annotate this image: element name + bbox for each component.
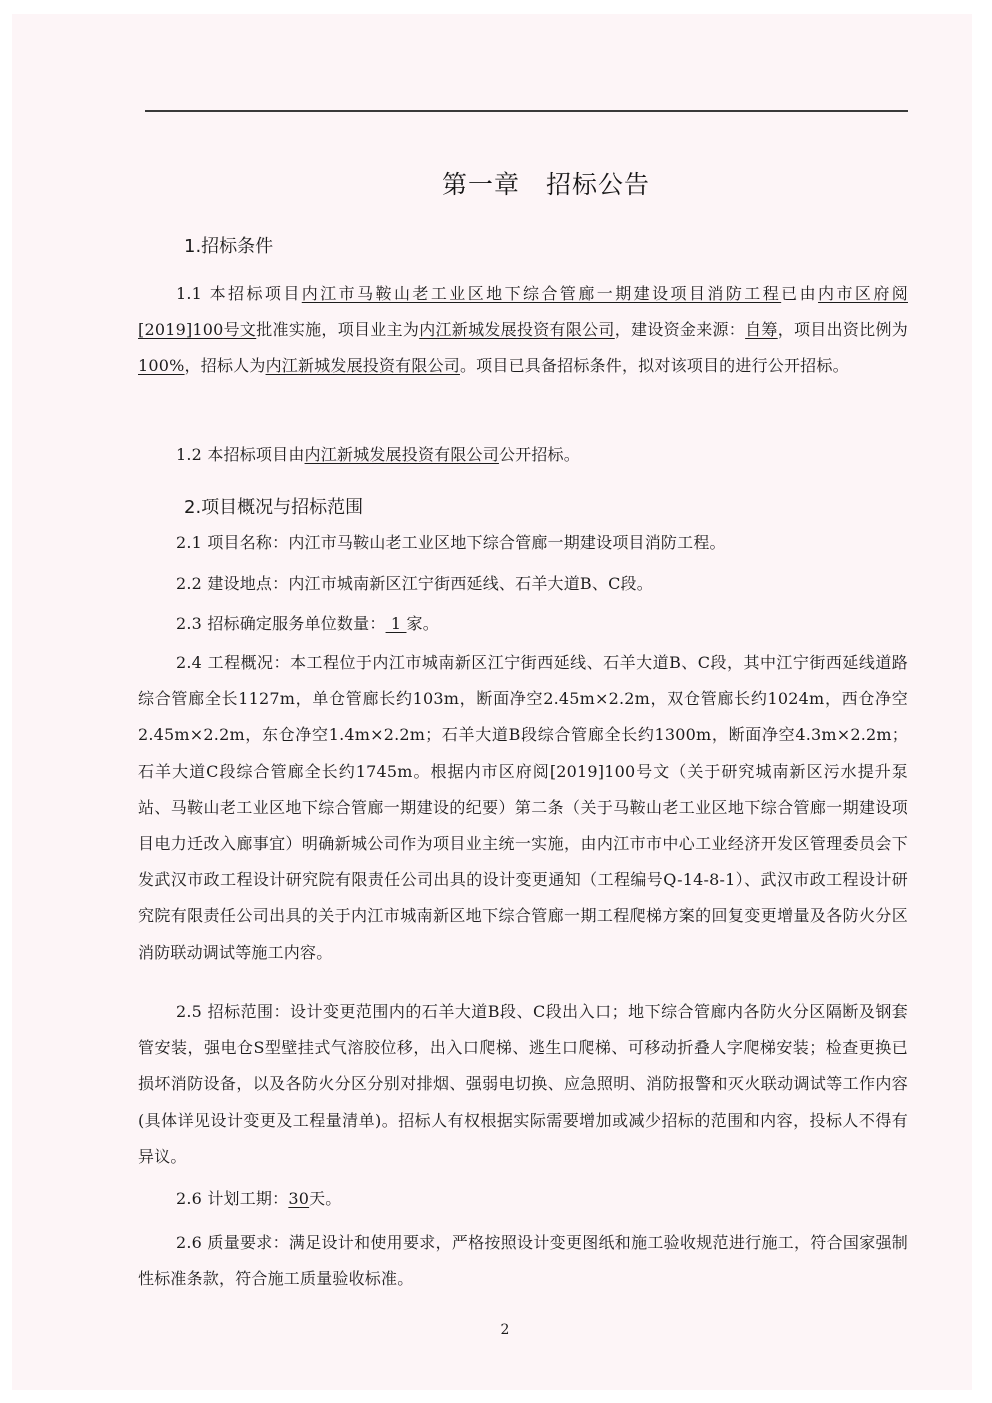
tenderer: 内江新城发展投资有限公司 <box>304 445 499 464</box>
header-rule <box>145 110 908 112</box>
text: 批准实施，项目业主为 <box>256 320 420 340</box>
fund-source: 自筹 <box>745 320 778 340</box>
text: 2.6 计划工期： <box>176 1189 289 1208</box>
paragraph-1-1 <box>138 276 908 385</box>
duration: 30 <box>288 1189 310 1208</box>
paragraph-2-6 <box>138 1181 908 1217</box>
text: 1.2 本招标项目由 <box>176 445 305 464</box>
approval-document: 内市区府阅[2019]100号文 <box>138 284 908 340</box>
paragraph-1-2 <box>138 437 908 473</box>
tenderer: 内江新城发展投资有限公司 <box>265 356 460 376</box>
paragraph-2-2: 2.2 建设地点：内江市城南新区江宁街西延线、石羊大道B、C段。 <box>176 574 653 593</box>
text: ，招标人为 <box>184 356 266 376</box>
text: 。项目已具备招标条件，拟对该项目的进行公开招标。 <box>459 356 849 376</box>
text: ，项目出资比例为 <box>777 320 908 340</box>
paragraph-2-5: 2.5 招标范围：设计变更范围内的石羊大道B段、C段出入口；地下综合管廊内各防火分区隔断及钢套管安装，强电仓S型壁挂式气溶胶位移，出入口爬梯、逃生口爬梯、可移动折叠人字爬梯安装；检查更换已损坏消防设备，以及各防火分区分别对排烟、强弱电切换、应急照明、消防报警和灭火联动调试等工作内容(具体详见设计变更及工程量清单)。招标人有权根据实际需要增加或减少招标的范围和内容，投标人不得有异议。 <box>138 1002 908 1166</box>
section-2-heading: 2.项目概况与招标范围 <box>184 497 364 518</box>
page-number: 2 <box>500 1322 510 1338</box>
chapter-name: 招标公告 <box>546 170 651 199</box>
chapter-number: 第一章 <box>441 170 520 199</box>
paragraph-2-7: 2.6 质量要求：满足设计和使用要求，严格按照设计变更图纸和施工验收规范进行施工，符合国家强制性标准条款，符合施工质量验收标准。 <box>138 1233 908 1289</box>
unit-count: 1 <box>385 614 407 633</box>
chapter-title <box>0 165 992 201</box>
text: 2.3 招标确定服务单位数量： <box>176 614 386 633</box>
paragraph-2-1: 2.1 项目名称：内江市马鞍山老工业区地下综合管廊一期建设项目消防工程。 <box>176 533 726 552</box>
text: 1.1 本招标项目 <box>176 284 302 303</box>
project-name: 内江市马鞍山老工业区地下综合管廊一期建设项目消防工程 <box>301 284 782 303</box>
paragraph-2-3 <box>138 606 908 642</box>
text: 天。 <box>309 1189 342 1208</box>
text: ，建设资金来源： <box>614 320 746 340</box>
fund-ratio: 100% <box>138 356 185 376</box>
text: 公开招标。 <box>498 445 580 464</box>
project-owner: 内江新城发展投资有限公司 <box>419 320 615 340</box>
text: 家。 <box>406 614 439 633</box>
section-1-heading: 1.招标条件 <box>184 236 274 257</box>
text: 已由 <box>781 284 819 303</box>
paragraph-2-4: 2.4 工程概况：本工程位于内江市城南新区江宁街西延线、石羊大道B、C段，其中江宁街西延线道路综合管廊全长1127m，单仓管廊长约103m，断面净空2.45m×2.2m，双仓管廊长约1024m，西仓净空2.45m×2.2m，东仓净空1.4m×2.2m；石羊大道B段综合管廊全长约1300m，断面净空4.3m×2.2m；石羊大道C段综合管廊全长约1745m。根据内市区府阅[2019]100号文（关于研究城南新区污水提升泵站、马鞍山老工业区地下综合管廊一期建设的纪要）第二条（关于马鞍山老工业区地下综合管廊一期建设项目电力迁改入廊事宜）明确新城公司作为项目业主统一实施，由内江市市中心工业经济开发区管理委员会下发武汉市政工程设计研究院有限责任公司出具的设计变更通知（工程编号Q-14-8-1）、武汉市政工程设计研究院有限责任公司出具的关于内江市城南新区地下综合管廊一期工程爬梯方案的回复变更增量及各防火分区消防联动调试等施工内容。 <box>138 653 908 962</box>
